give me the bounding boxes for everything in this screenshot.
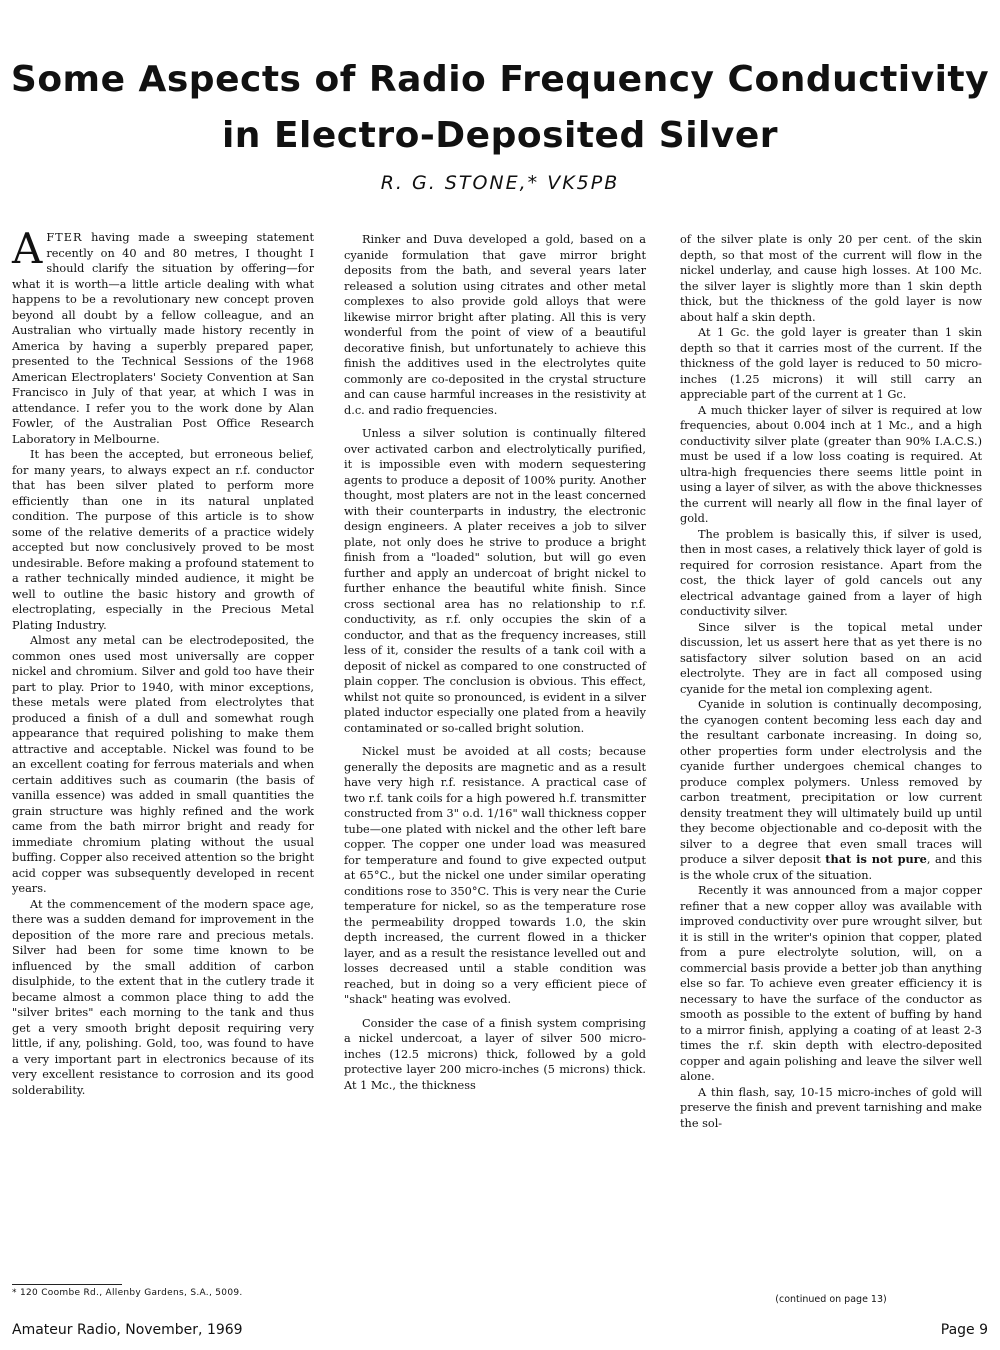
- emphasis-text: that is not pure: [825, 852, 927, 866]
- paragraph: [12, 224, 314, 447]
- column-3: [680, 232, 982, 1131]
- title-line-2: in Electro-Deposited Silver: [221, 115, 779, 156]
- paragraph-text: Cyanide in solution is continually decomposing, the cyanogen content becoming less each day and the resultant carbonate increasing. In doing so, other properties form under electrolysis and the cyanide further undergoes chemical changes to produce complex polymers. Unless removed by carbon treatment, precipitation or low current density treatment they will ultimately build up until they become objectionable and co-deposit with the silver to a degree that even small traces will produce a silver deposit: [680, 698, 982, 866]
- drop-cap: A: [12, 224, 43, 273]
- paragraph: A thin flash, say, 10-15 micro-inches of gold will preserve the finish and prevent tarnishing and make the sol-: [680, 1085, 982, 1130]
- paragraph: [680, 697, 982, 883]
- author-byline: R. G. STONE,* VK5PB: [380, 172, 620, 194]
- paragraph: Nickel must be avoided at all costs; because generally the deposits are magnetic and as a result have very high r.f. resistance. A practical case of two r.f. tank coils for a high powered h.f. transmitter constructed from 3" o.d. 1/16" wall thickness copper tube—one plated with nickel and the other left bare copper. The copper one under load was measured for temperature and found to give expected output at 65°C., but the nickel one under similar operating conditions rose to 350°C. This is very near the Curie temperature for nickel, so as the temperature rose the permeability dropped towards 1.0, the skin depth increased, the current flowed in a thicker layer, and as a result the resistance levelled out and losses decreased until a stable condition was reached, but in doing so a very efficient piece of "shack" heating was evolved.: [344, 745, 646, 1006]
- continued-note: (continued on page 13): [775, 1294, 887, 1305]
- paragraph: At the commencement of the modern space age, there was a sudden demand for improvement in the deposition of the more rare and precious metals. Silver had been for some time known to be influenced by the small addition of carbon disulphide, to the extent that in the cutlery trade it became almost a common place thing to add the "silver brites" each morning to the tank and thus get a very smooth bright deposit requiring very little, if any, polishing. Gold, too, was found to have a very important part in electronics because of its very excellent resistance to corrosion and its good solderability.: [12, 897, 314, 1097]
- paragraph-text: , and this is the whole crux of the situation.: [680, 853, 982, 882]
- paragraph: At 1 Gc. the gold layer is greater than 1 skin depth so that it carries most of the current. If the thickness of the gold layer is reduced to 50 micro-inches (1.25 microns) it will still carry an appreciable part of the current at 1 Gc.: [680, 326, 982, 401]
- article-title: [0, 52, 1000, 164]
- paragraph: of the silver plate is only 20 per cent. of the skin depth, so that most of the current will flow in the nickel underlay, and cause high losses. At 100 Mc. the silver layer is slightly more than 1 skin depth thick, but the thickness of the gold layer is now about half a skin depth.: [680, 233, 982, 324]
- title-line-1: Some Aspects of Radio Frequency Conductivity: [10, 59, 990, 100]
- paragraph: Recently it was announced from a major copper refiner that a new copper alloy was available with improved conductivity over pure wrought silver, but it is still in the writer's opinion that copper, plated from a pure electrolyte solution, will, on a commercial basis provide a better job than anything else so far. To achieve even greater efficiency it is necessary to have the surface of the conductor as smooth as possible to the extent of buffing by hand to a mirror finish, applying a coating of at least 2-3 times the r.f. skin depth with electro-deposited copper and again polishing and leave the silver well alone.: [680, 884, 982, 1083]
- paragraph: A much thicker layer of silver is required at low frequencies, about 0.004 inch at 1 Mc., and a high conductivity silver plate (greater than 90% I.A.C.S.) must be used if a low loss coating is required. At ultra-high frequencies there seems little point in using a layer of silver, as with the above thicknesses the current will nearly all flow in the final layer of gold.: [680, 403, 982, 525]
- column-2: [344, 232, 646, 1093]
- paragraph: Rinker and Duva developed a gold, based on a cyanide formulation that gave mirror bright deposits from the bath, and several years later released a solution using citrates and other metal complexes to also provide gold alloys that were likewise mirror bright after plating. All this is very wonderful from the point of view of a beautiful decorative finish, but unfortunately to achieve this finish the additives used in the electrolytes quite commonly are co-deposited in the crystal structure and can cause harmful increases in the resistivity at d.c. and radio frequencies.: [344, 233, 646, 417]
- footer-page-number: Page 9: [940, 1322, 988, 1338]
- paragraph: Almost any metal can be electrodeposited, the common ones used most universally are copper nickel and chromium. Silver and gold too have their part to play. Prior to 1940, with minor exceptions, these metals were plated from electrolytes that produced a finish of a dull and somewhat rough appearance that required polishing to make them attractive and acceptable. Nickel was found to be an excellent coating for ferrous materials and when certain additives such as coumarin (the basis of vanilla essence) was added in small quantities the grain structure was highly refined and the work came from the bath mirror bright and ready for immediate chromium plating without the usual buffing. Copper also received attention so the bright acid copper was subsequently developed in recent years.: [12, 634, 314, 895]
- paragraph: The problem is basically this, if silver is used, then in most cases, a relatively thick layer of gold is required for corrosion resistance. Apart from the cost, the thick layer of gold cancels out any electrical advantage gained from a layer of high conductivity silver.: [680, 527, 982, 618]
- paragraph: Since silver is the topical metal under discussion, let us assert here that as yet there is no satisfactory silver solution based on an acid electrolyte. They are in fact all composed using cyanide for the metal ion complexing agent.: [680, 620, 982, 696]
- paragraph: It has been the accepted, but erroneous belief, for many years, to always expect an r.f. conductor that has been silver plated to perform more efficiently than one in its natural unplated condition. The purpose of this article is to show some of the relative demerits of a practice widely accepted but now conclusively proved to be most undesirable. Before making a profound statement to a rather technically minded audience, it might be well to outline the basic history and growth of electroplating, especially in the Precious Metal Plating Industry.: [12, 448, 314, 632]
- paragraph: Unless a silver solution is continually filtered over activated carbon and electrolytically purified, it is impossible even with modern sequestering agents to produce a deposit of 100% purity. Another thought, most platers are not in the least concerned with their counterparts in industry, the electronic design engineers. A plater receives a job to silver plate, not only does he strive to produce a bright finish from a "loaded" solution, but will go even further and apply an undercoat of bright nickel to further enhance the beautiful white finish. Since cross sectional area has no relationship to r.f. conductivity, as r.f. only occupies the skin of a conductor, and that as the frequency increases, still less of it, consider the results of a tank coil with a deposit of nickel as compared to one constructed of plain copper. The conclusion is obvious. This effect, whilst not quite so pronounced, is evident in a silver plated inductor especially one plated from a heavily contaminated or so-called bright solution.: [344, 427, 646, 735]
- footer-publication: Amateur Radio, November, 1969: [12, 1322, 243, 1338]
- footnote-rule: [12, 1284, 122, 1285]
- author-footnote: * 120 Coombe Rd., Allenby Gardens, S.A., 5009.: [12, 1288, 243, 1298]
- paragraph: Consider the case of a finish system comprising a nickel undercoat, a layer of silver 500 micro-inches (12.5 microns) thick, followed by a gold protective layer 200 micro-inches (5 microns) thick. At 1 Mc., the thickness: [344, 1016, 646, 1092]
- lead-caps: FTER: [46, 231, 83, 244]
- paragraph-text: having made a sweeping statement recently on 40 and 80 metres, I thought I should clarify the situation by offering—for what it is worth—a little article dealing with what happens to be a revolutionary new concept proven beyond all doubt by a fellow colleague, and an Australian who virtually made history recently in America by having a superbly prepared paper, presented to the Technical Sessions of the 1968 American Electroplaters' Society Convention at San Francisco in July of that year, at which I was in attendance. I refer you to the work done by Alan Fowler, of the Australian Post Office Research Laboratory in Melbourne.: [12, 231, 314, 446]
- column-1: [12, 224, 314, 1098]
